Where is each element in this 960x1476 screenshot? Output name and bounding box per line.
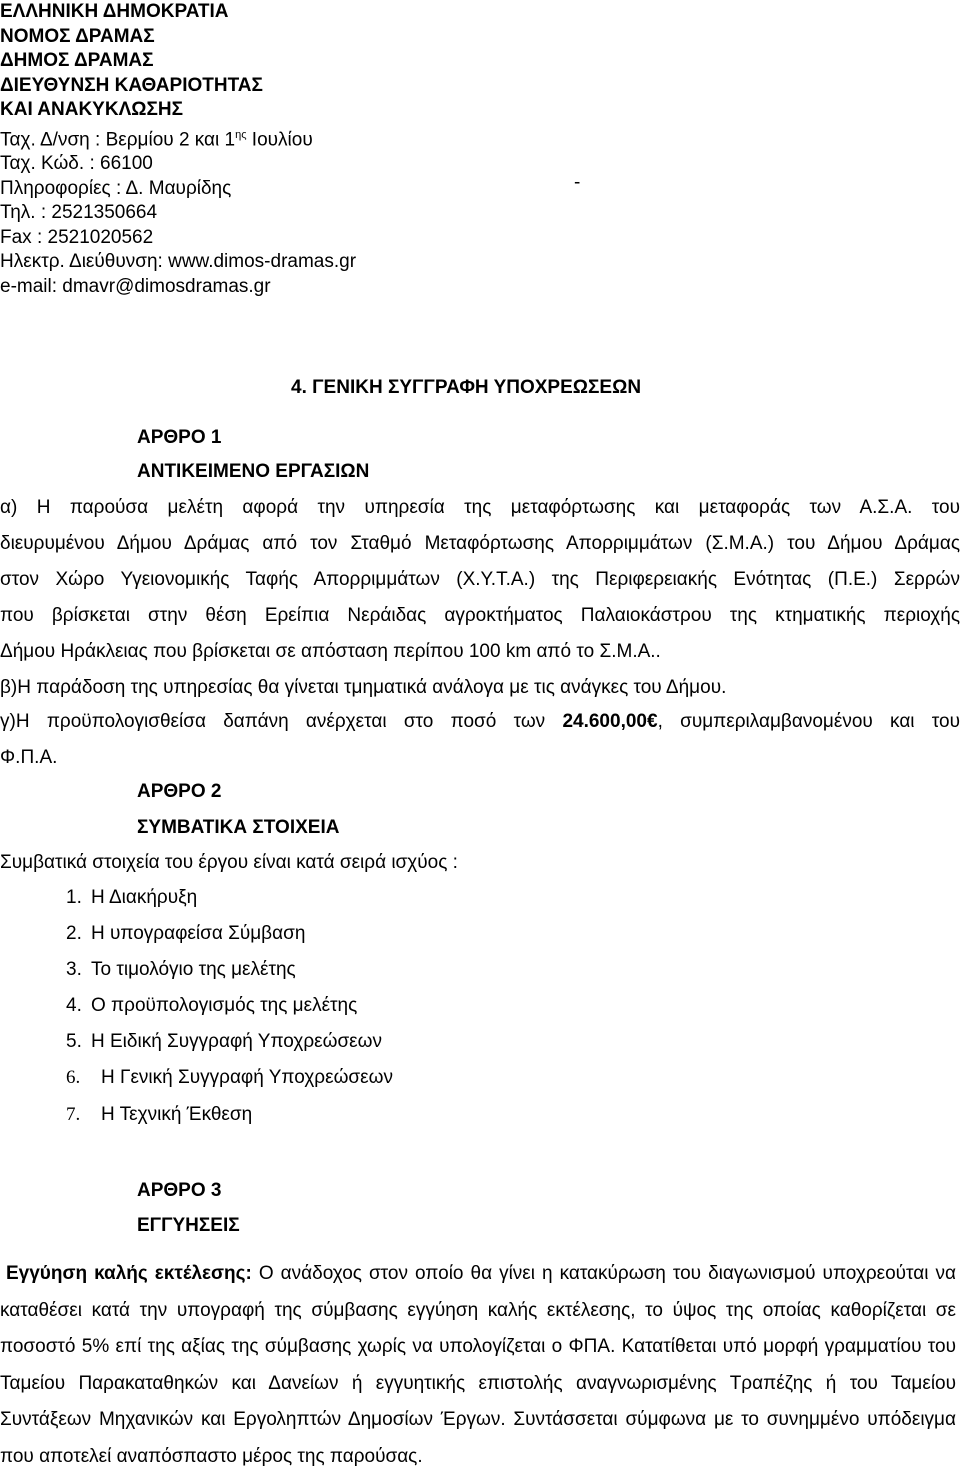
list-item (66, 1104, 252, 1126)
list-text: Η Τεχνική Έκθεση (101, 1104, 253, 1125)
header-line: ΝΟΜΟΣ ΔΡΑΜΑΣ (0, 25, 155, 47)
cost-prefix: γ)Η προϋπολογισθείσα δαπάνη ανέρχεται στο ποσό των (0, 711, 546, 732)
header-line: ΔΗΜΟΣ ΔΡΑΜΑΣ (0, 50, 154, 71)
article3-subtitle: ΕΓΓΥΗΣΕΙΣ (137, 1215, 240, 1236)
list-number: 5. (66, 1031, 82, 1052)
article1-subtitle: ΑΝΤΙΚΕΙΜΕΝΟ ΕΡΓΑΣΙΩΝ (137, 461, 370, 482)
article1-line: διευρυμένου Δήμου Δράμας από τον Σταθμό Μεταφόρτωσης Απορριμμάτων (Σ.Μ.Α.) του Δήμου Δράμας (0, 533, 960, 554)
header-line: ΕΛΛΗΝΙΚΗ ΔΗΜΟΚΡΑΤΙΑ (0, 1, 229, 22)
header-line: ΔΙΕΥΘΥΝΣΗ ΚΑΘΑΡΙΟΤΗΤΑΣ (0, 74, 263, 96)
list-item (66, 959, 296, 981)
list-number: 4. (66, 995, 82, 1016)
address-sup: ης (235, 128, 247, 141)
header-line: ΚΑΙ ΑΝΑΚΥΚΛΩΣΗΣ (0, 99, 184, 120)
section-title: 4. ΓΕΝΙΚΗ ΣΥΓΓΡΑΦΗ ΥΠΟΧΡΕΩΣΕΩΝ (291, 377, 642, 398)
letterhead (0, 0, 356, 299)
list-number: 1. (66, 887, 82, 908)
list-number: 3. (66, 959, 82, 980)
article1-line: α) Η παρούσα μελέτη αφορά την υπηρεσία της μεταφόρτωσης και μεταφοράς των Α.Σ.Α. του (0, 497, 960, 518)
phone-line: Τηλ. : 2521350664 (0, 202, 158, 224)
list-item (66, 887, 197, 909)
article2-intro: Συμβατικά στοιχεία του έργου είναι κατά σειρά ισχύος : (0, 852, 458, 873)
list-item (66, 1031, 382, 1053)
list-text: Ο προϋπολογισμός της μελέτης (91, 995, 358, 1016)
guarantee-text: Ο ανάδοχος στον οποίο θα γίνει η κατακύρωση του διαγωνισμού υποχρεούται να καταθέσει κατά την υπογραφή της σύμβασης εγγύηση καλής εκτέλεσης, το ύψος της οποίας καθορίζεται σε ποσοστό 5% επί της αξίας της σύμβασης χωρίς να υπολογίζεται ο ΦΠΑ. Κατατίθεται υπό μορφή γραμματίου του Ταμείου Παρακαταθηκών και Δανείων ή εγγυητικής επιστολής αναγνωρισμένης Τραπέζης ή του Ταμείου Συντάξεων Μηχανικών και Εργοληπτών Δημοσίων Έργων. Συντάσσεται σύμφωνα με το συνημμένο υπόδειγμα που αποτελεί αναπόσπαστο μέρος της παρούσας. (0, 1263, 956, 1467)
list-text: Η Ειδική Συγγραφή Υποχρεώσεων (91, 1031, 382, 1052)
email-line: e-mail: dmavr@dimosdramas.gr (0, 275, 271, 297)
article3-title: ΑΡΘΡΟ 3 (137, 1180, 222, 1201)
list-number: 2. (66, 923, 82, 944)
address-line (0, 123, 356, 153)
list-text: Το τιμολόγιο της μελέτης (91, 959, 296, 980)
guarantee-paragraph (0, 1256, 956, 1476)
list-number: 6. (66, 1067, 81, 1088)
cost-suffix: , συμπεριλαμβανομένου και του (657, 711, 960, 732)
list-item (66, 1067, 393, 1089)
guarantee-label: Εγγύηση καλής εκτέλεσης: (6, 1263, 252, 1284)
info-line: Πληροφορίες : Δ. Μαυρίδης (0, 177, 232, 199)
list-item (66, 995, 357, 1017)
web-line: Ηλεκτρ. Διεύθυνση: www.dimos-dramas.gr (0, 251, 357, 273)
article1-line: β)Η παράδοση της υπηρεσίας θα γίνεται τμηματικά ανάλογα με τις ανάγκες του Δήμου. (0, 677, 727, 698)
address-suffix: Ιουλίου (246, 128, 313, 150)
address-prefix: Ταχ. Δ/νση : Βερμίου 2 και 1 (0, 128, 236, 150)
list-text: Η Διακήρυξη (91, 887, 198, 908)
list-item (66, 923, 305, 945)
cost-line: γ)Η προϋπολογισθείσα δαπάνη ανέρχεται στο ποσό των 24.600,00€, συμπεριλαμβανομένου και του (0, 711, 960, 732)
cost-amount: 24.600,00 (562, 711, 647, 732)
article2-subtitle: ΣΥΜΒΑΤΙΚΑ ΣΤΟΙΧΕΙΑ (137, 817, 340, 838)
cost-end: Φ.Π.Α. (0, 747, 58, 768)
article2-title: ΑΡΘΡΟ 2 (137, 781, 222, 802)
article1-title: ΑΡΘΡΟ 1 (137, 427, 222, 448)
article1-line: Δήμου Ηράκλειας που βρίσκεται σε απόσταση περίπου 100 km από το Σ.Μ.Α.. (0, 641, 661, 662)
article1-line: που βρίσκεται στην θέση Ερείπια Νεράιδας αγροκτήματος Παλαιοκάστρου της κτηματικής περιοχής (0, 605, 960, 626)
postcode-line: Ταχ. Κώδ. : 66100 (0, 153, 153, 175)
article1-line: στον Χώρο Υγειονομικής Ταφής Απορριμμάτων (Χ.Υ.Τ.Α.) της Περιφερειακής Ενότητας (Π.Ε.) Σερρών (0, 569, 960, 590)
list-text: Η υπογραφείσα Σύμβαση (91, 923, 306, 944)
fax-line: Fax : 2521020562 (0, 226, 154, 248)
list-text: Η Γενική Συγγραφή Υποχρεώσεων (101, 1067, 393, 1088)
list-number: 7. (66, 1104, 81, 1125)
dash-mark: - (574, 172, 581, 193)
